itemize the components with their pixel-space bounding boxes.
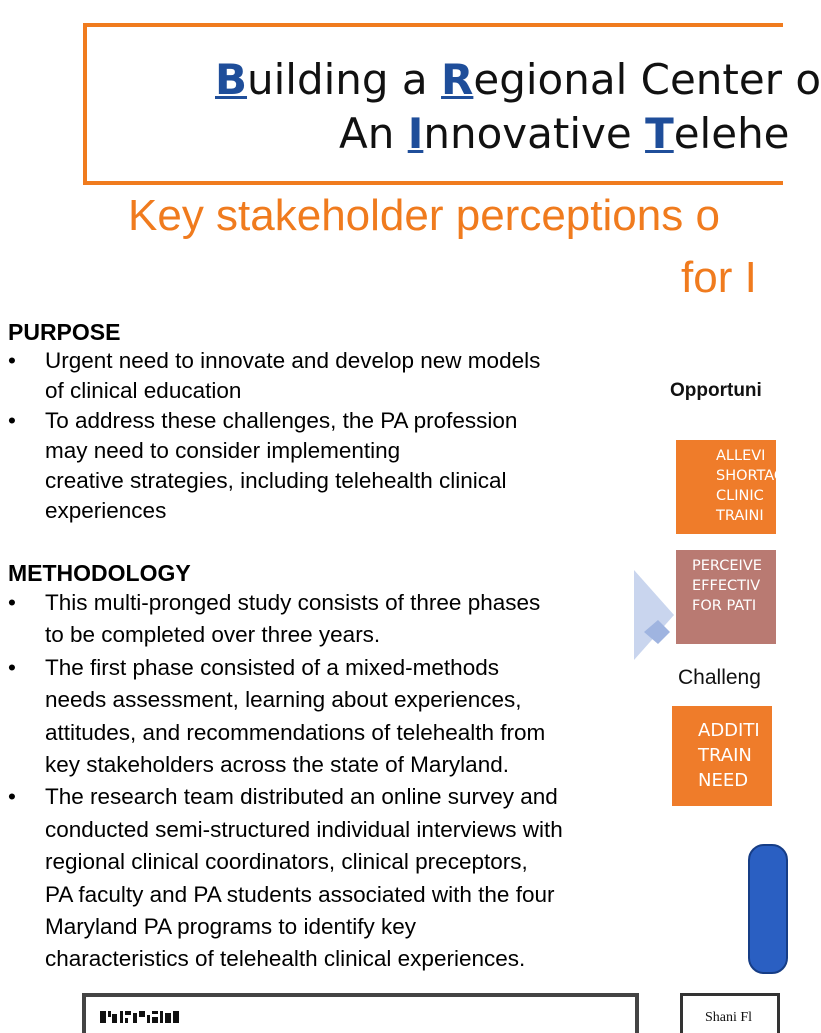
left-column (8, 318, 628, 976)
bullet-line: To address these challenges, the PA profession (45, 408, 518, 433)
results-panel (640, 370, 786, 1010)
bullet-line: key stakeholders across the state of Maryland. (45, 752, 509, 778)
purpose-bullet (8, 346, 628, 406)
bullet-line: The first phase consisted of a mixed-methods (45, 654, 499, 680)
title-line-1 (215, 55, 821, 104)
methodology-bullet (8, 781, 628, 975)
qr-code-box (82, 993, 639, 1033)
card-line: FOR PATI (692, 598, 757, 614)
bullet-line: of clinical education (45, 378, 242, 403)
bullet-line: creative strategies, including telehealth clinical (45, 468, 507, 493)
title-text: An (339, 109, 408, 158)
methodology-bullet (8, 587, 628, 652)
bullet-line: Urgent need to innovate and develop new models (45, 348, 541, 373)
title-capital-b: B (215, 55, 248, 104)
title-text: nnovative (423, 109, 646, 158)
qr-code-icon (100, 1011, 180, 1023)
challenges-label: Challeng (678, 666, 761, 689)
opportunities-label: Opportuni (670, 380, 762, 401)
author-box (680, 993, 780, 1033)
title-line-2 (339, 109, 790, 158)
card-line: SHORTAG (716, 468, 786, 484)
bullet-line: attitudes, and recommendations of telehealth from (45, 719, 546, 745)
bullet-line: experiences (45, 498, 167, 523)
methodology-list (8, 587, 628, 976)
bullet-line: conducted semi-structured individual interviews with (45, 816, 563, 842)
card-line: CLINIC (716, 488, 764, 504)
card-line: ALLEVI (716, 448, 766, 464)
challenge-card-training (672, 706, 772, 806)
title-capital-r: R (441, 55, 474, 104)
purpose-heading: PURPOSE (8, 319, 121, 345)
bullet-line: needs assessment, learning about experiences, (45, 687, 522, 713)
bullet-line: regional clinical coordinators, clinical preceptors, (45, 849, 528, 875)
purpose-list (8, 346, 628, 526)
methodology-bullet (8, 652, 628, 782)
opportunity-card-shortage (676, 440, 786, 534)
methodology-heading: METHODOLOGY (8, 560, 191, 586)
card-line: TRAIN (698, 745, 752, 766)
card-line: EFFECTIV (692, 578, 761, 594)
blue-rounded-shape (748, 844, 788, 974)
title-banner (83, 23, 821, 185)
bullet-line: This multi-pronged study consists of three phases (45, 590, 541, 615)
opportunity-card-effectiveness (676, 550, 776, 644)
bullet-line: may need to consider implementing (45, 438, 401, 463)
subtitle-line-2: for I (681, 253, 757, 302)
title-text: elehe (673, 109, 790, 158)
chevron-arrow-icon (634, 570, 674, 660)
subtitle-line-1: Key stakeholder perceptions o (128, 191, 720, 240)
card-line: PERCEIVE (692, 558, 762, 574)
title-capital-t: T (645, 109, 674, 158)
bullet-line: characteristics of telehealth clinical experiences. (45, 946, 526, 972)
title-text: egional Center o (473, 55, 821, 104)
purpose-bullet (8, 406, 628, 526)
title-text: uilding a (247, 55, 442, 104)
author-name: Shani Fl (705, 1010, 753, 1025)
card-line: ADDITI (698, 720, 760, 741)
bullet-line: Maryland PA programs to identify key (45, 914, 416, 940)
bullet-line: to be completed over three years. (45, 622, 381, 648)
bullet-line: PA faculty and PA students associated with the four (45, 881, 555, 907)
card-line: TRAINI (716, 508, 764, 524)
bullet-line: The research team distributed an online survey and (45, 784, 558, 810)
title-capital-i: I (407, 109, 424, 158)
card-line: NEED (698, 770, 749, 791)
